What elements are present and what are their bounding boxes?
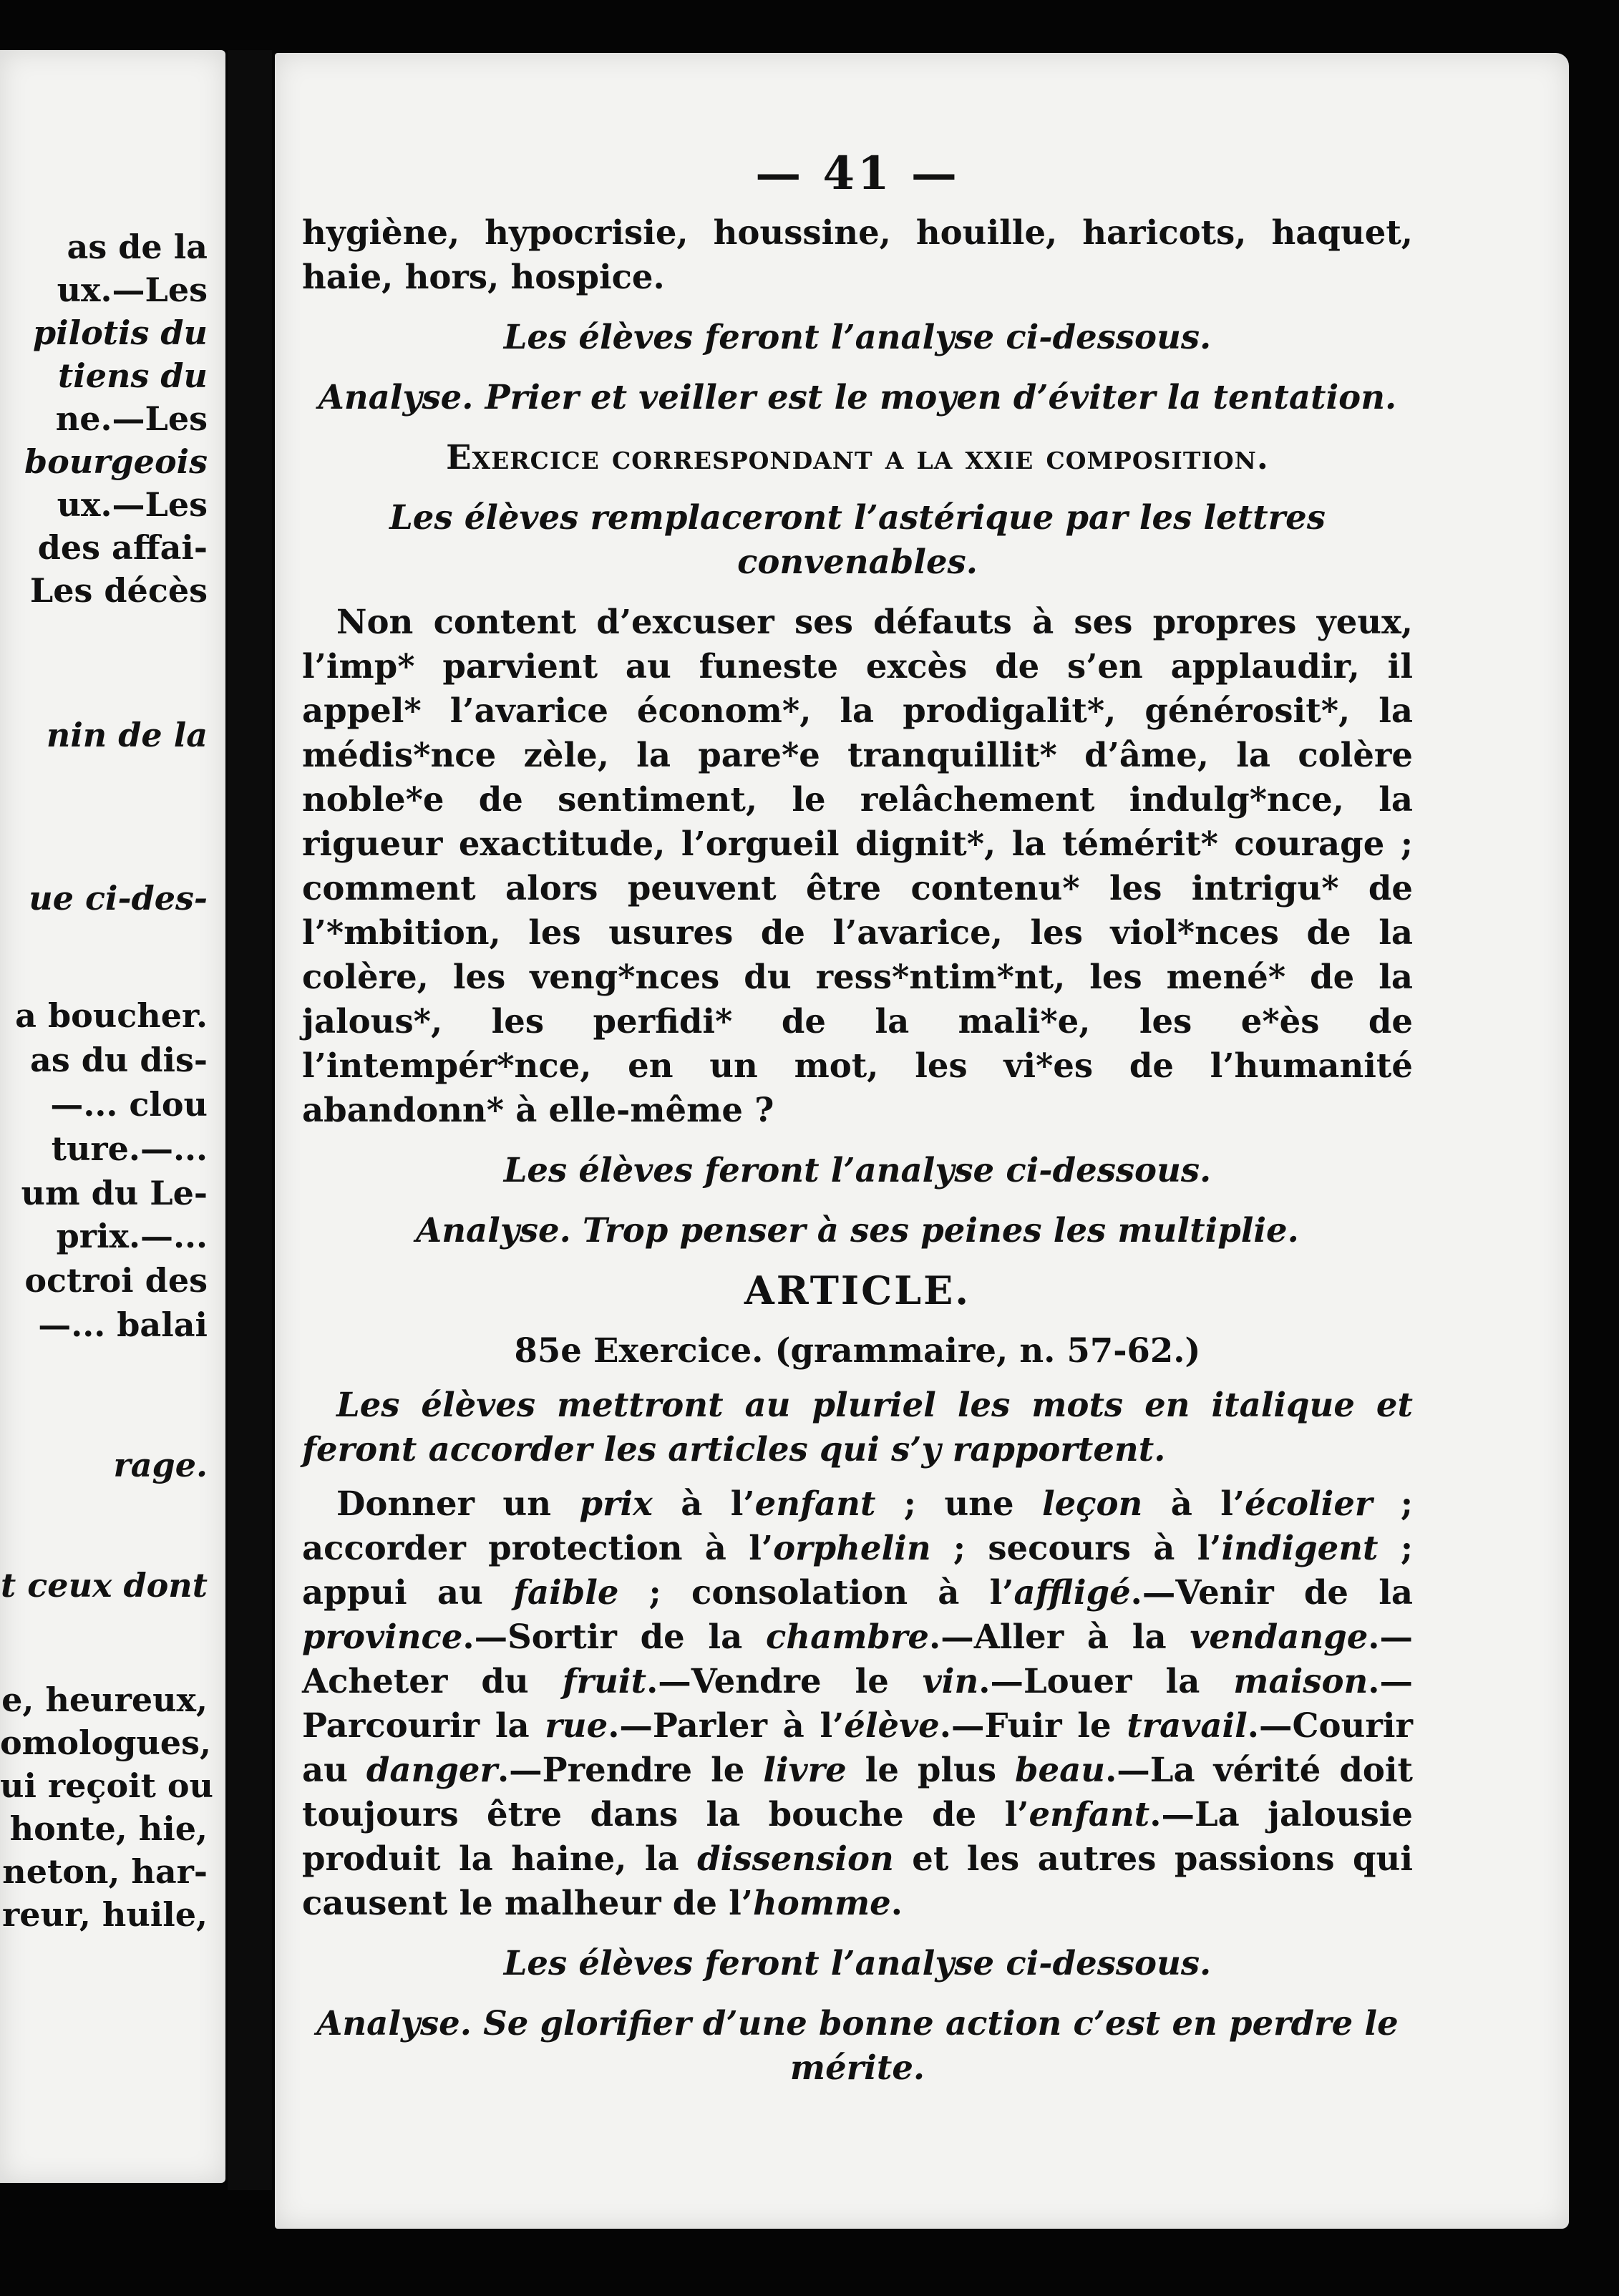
left-page-line: ue ci-des- (29, 879, 208, 918)
left-page-line: ne.—Les (55, 399, 208, 438)
left-page-line: pilotis du (32, 313, 208, 352)
italic-word: écolier (1245, 1484, 1373, 1523)
italic-word: leçon (1041, 1484, 1143, 1523)
instruction-asterisk: Les élèves remplaceront l’astérique par les lettres convenables. (389, 497, 1326, 581)
left-page-line: as de la (67, 228, 208, 266)
italic-word: maison (1233, 1661, 1368, 1701)
exercise-85-title: 85e Exercice. (grammaire, n. 57-62.) (514, 1331, 1201, 1370)
italic-word: indigent (1221, 1528, 1379, 1567)
left-page-line: —... balai (38, 1305, 208, 1344)
instruction-analyse-2: Les élèves feront l’analyse ci-dessous. (503, 1150, 1212, 1190)
plural-exercise-text (302, 1482, 1413, 1925)
analyse-3: Analyse. Se glorifier d’une bonne action c’est en perdre le mérite. (316, 2003, 1399, 2087)
left-page-line: bourgeois (24, 442, 208, 481)
text-segment: .—Parler à l’ (608, 1706, 845, 1745)
text-segment: ; consolation à l’ (618, 1572, 1014, 1612)
text-segment: à l’ (652, 1484, 755, 1523)
text-segment: à l’ (1142, 1484, 1245, 1523)
italic-word: livre (763, 1750, 847, 1789)
left-page-line: ui reçoit ou (0, 1766, 213, 1805)
left-page-line: —... clou (50, 1085, 208, 1124)
left-page-line: t ceux dont (1, 1566, 208, 1605)
text-segment: le plus (846, 1750, 1016, 1789)
text-segment: .—Aller à la (929, 1617, 1190, 1656)
analyse-2-text: Trop penser à ses peines les multiplie. (583, 1210, 1299, 1250)
left-page-line: Les décès (29, 571, 208, 610)
italic-word: élève (844, 1706, 940, 1745)
instruction-plural: Les élèves mettront au pluriel les mots en italique et feront accorder les articles qui s’y rapportent. (302, 1385, 1413, 1469)
analyse-1-label: Analyse. (318, 377, 474, 417)
analyse-1-text: Prier et veiller est le moyen d’éviter la tentation. (485, 377, 1397, 417)
text-segment: .—La vérité doit toujours être dans la bouche de l’ (302, 1750, 1413, 1834)
book-spine (228, 50, 272, 2190)
asterisk-exercise-text: Non content d’excuser ses défauts à ses propres yeux, l’imp* parvient au funeste excès de s’en applaudir, il appel* l’avarice économ*, la prodigalit*, générosit*, la médis*nce zèle, la pare*e tranquillit* d’âme, la colère noble*e de sentiment, le relâchement indulg*nce, la rigueur exactitude, l’orgueil dignit*, la témérit* courage ; comment alors peuvent être contenu* les intrigu* de l’*mbition, les usures de l’avarice, les viol*nces de la colère, les veng*nces du ress*ntim*nt, les mené* de la jalous*, les perfidi* de la mali*e, les e*ès de l’intempér*nce, en un mot, les vi*es de l’humanité abandonn* à elle-même ? (302, 602, 1413, 1129)
instruction-analyse-1: Les élèves feront l’analyse ci-dessous. (503, 317, 1212, 356)
italic-word: danger (366, 1750, 497, 1789)
left-page-line: as du dis- (30, 1041, 208, 1079)
left-page-line: ture.—... (51, 1129, 208, 1168)
instruction-analyse-3: Les élèves feront l’analyse ci-dessous. (503, 1943, 1212, 1983)
left-page-line: octroi des (24, 1261, 208, 1300)
left-page-line: rage. (113, 1446, 208, 1484)
text-segment: .—La jalousie produit la haine, la (302, 1794, 1414, 1878)
italic-word: beau (1015, 1750, 1106, 1789)
left-page-line: a boucher. (15, 996, 208, 1035)
text-segment: et les autres passions qui causent le malheur de l’ (302, 1839, 1413, 1922)
text-segment: ; une (875, 1484, 1042, 1523)
article-heading: ARTICLE. (744, 1268, 971, 1313)
text-segment: .—Fuir le (939, 1706, 1127, 1745)
text-segment: . (890, 1883, 903, 1922)
analyse-2 (302, 1208, 1413, 1252)
text-segment: .—Acheter du (302, 1617, 1413, 1701)
left-page-line: tiens du (58, 356, 208, 395)
analyse-1 (302, 375, 1413, 419)
italic-word: dissension (697, 1839, 894, 1878)
italic-word: faible (512, 1572, 619, 1612)
text-segment: .—Louer la (978, 1661, 1234, 1701)
left-page-line: neton, har- (2, 1852, 208, 1891)
analyse-2-label: Analyse. (416, 1210, 571, 1250)
italic-word: vendange (1190, 1617, 1368, 1656)
left-page-line: nin de la (46, 716, 208, 754)
text-segment: ; accorder protection à l’ (302, 1484, 1413, 1567)
word-list-end: hygiène, hypocrisie, houssine, houille, haricots, haquet, haie, hors, hospice. (302, 213, 1413, 296)
left-page-line: e, heureux, (1, 1680, 208, 1719)
text-segment: Donner un (336, 1484, 580, 1523)
left-page-line: ux.—Les (57, 271, 208, 309)
italic-word: province (302, 1617, 463, 1656)
italic-word: vin (922, 1661, 979, 1701)
left-page-line: honte, hie, (9, 1809, 208, 1848)
italic-word: fruit (562, 1661, 647, 1701)
text-segment: ; secours à l’ (930, 1528, 1222, 1567)
italic-word: affligé (1013, 1572, 1131, 1612)
exercise-heading-xxi: Exercice correspondant a la xxie composition. (446, 437, 1269, 477)
text-segment: .—Prendre le (497, 1750, 764, 1789)
text-segment: .—Venir de la (1130, 1572, 1413, 1612)
italic-word: chambre (765, 1617, 930, 1656)
italic-word: travail (1127, 1706, 1248, 1745)
italic-word: orphelin (773, 1528, 931, 1567)
left-page-line: prix.—... (56, 1217, 208, 1255)
italic-word: homme (752, 1883, 891, 1922)
text-segment: .—Courir au (302, 1706, 1413, 1789)
left-page-line: um du Le- (21, 1174, 208, 1212)
left-page-line: des affai- (37, 528, 208, 567)
text-segment: .—Sortir de la (462, 1617, 766, 1656)
page-content (302, 147, 1413, 2090)
italic-word: prix (579, 1484, 653, 1523)
text-segment: ; appui au (302, 1528, 1413, 1612)
italic-word: rue (545, 1706, 608, 1745)
left-page-line: omologues, (0, 1723, 211, 1762)
italic-word: enfant (754, 1484, 876, 1523)
text-segment: .—Parcourir la (302, 1661, 1413, 1745)
italic-word: enfant (1029, 1794, 1150, 1834)
page-number: — 41 — (755, 147, 960, 200)
text-segment: .—Vendre le (646, 1661, 923, 1701)
left-page-line: ux.—Les (57, 485, 208, 524)
left-page-line: reur, huile, (2, 1895, 208, 1934)
